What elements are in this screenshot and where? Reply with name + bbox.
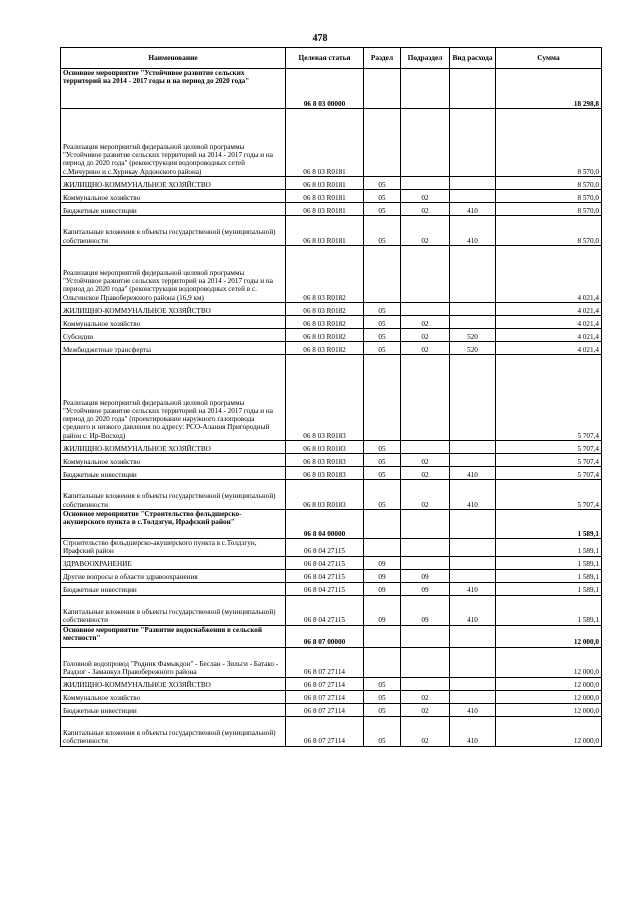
cell-amount: 4 021,4 — [496, 342, 602, 355]
cell-subsection: 09 — [401, 595, 450, 625]
cell-code: 06 8 03 R0182 — [286, 316, 364, 329]
cell-subsection: 02 — [401, 716, 450, 746]
cell-amount: 5 707,4 — [496, 355, 602, 441]
cell-section — [364, 355, 401, 441]
cell-subsection: 02 — [401, 342, 450, 355]
cell-code: 06 8 04 27115 — [286, 582, 364, 595]
cell-name: ЗДРАВООХРАНЕНИЕ — [61, 556, 286, 569]
cell-subsection — [401, 109, 450, 177]
header-subsection: Подраздел — [401, 48, 450, 69]
cell-amount: 1 589,1 — [496, 595, 602, 625]
cell-subsection — [401, 510, 450, 539]
header-name: Наименование — [61, 48, 286, 69]
cell-section: 05 — [364, 316, 401, 329]
cell-section: 05 — [364, 690, 401, 703]
cell-code: 06 8 03 R0181 — [286, 190, 364, 203]
cell-amount: 5 707,4 — [496, 467, 602, 480]
cell-amount: 1 589,1 — [496, 539, 602, 557]
table-row — [61, 216, 602, 246]
cell-name: Капитальные вложения в объекты государственной (муниципальной) собственности — [61, 480, 286, 510]
cell-code: 06 8 03 R0183 — [286, 441, 364, 454]
table-body — [61, 69, 602, 747]
cell-subsection: 02 — [401, 690, 450, 703]
cell-amount: 5 707,4 — [496, 480, 602, 510]
table-row — [61, 109, 602, 177]
cell-section: 05 — [364, 303, 401, 316]
cell-subsection — [401, 539, 450, 557]
cell-section: 05 — [364, 467, 401, 480]
table-row — [61, 454, 602, 467]
cell-code: 06 8 04 27115 — [286, 569, 364, 582]
cell-expense-type: 410 — [450, 703, 496, 716]
cell-name: Головной водопровод "Родник Фамыкдон" - Беслан - Зильги - Батако - Раздзог - Заманкул Правобережного района — [61, 647, 286, 677]
cell-amount: 4 021,4 — [496, 329, 602, 342]
cell-amount: 4 021,4 — [496, 246, 602, 303]
cell-subsection: 09 — [401, 582, 450, 595]
cell-expense-type — [450, 510, 496, 539]
cell-expense-type: 410 — [450, 480, 496, 510]
header-expense-type: Вид расхода — [450, 48, 496, 69]
cell-name: Реализация мероприятий федеральной целевой программы "Устойчивое развитие сельских территорий на 2014 - 2017 годы и на период до 2020 года" (реконструкция водопроводных сетей с.Мичурино и с.Хурикау Ардонского района) — [61, 109, 286, 177]
cell-amount: 18 298,8 — [496, 69, 602, 109]
cell-expense-type: 410 — [450, 467, 496, 480]
cell-amount: 1 589,1 — [496, 510, 602, 539]
cell-section: 05 — [364, 203, 401, 216]
cell-section: 05 — [364, 454, 401, 467]
cell-expense-type — [450, 246, 496, 303]
cell-amount: 8 570,0 — [496, 203, 602, 216]
cell-subsection: 02 — [401, 203, 450, 216]
cell-expense-type — [450, 647, 496, 677]
main-event-row — [61, 510, 602, 539]
cell-amount: 1 589,1 — [496, 569, 602, 582]
cell-code: 06 8 04 00000 — [286, 510, 364, 539]
cell-amount: 12 000,0 — [496, 647, 602, 677]
cell-section: 05 — [364, 480, 401, 510]
cell-section: 05 — [364, 190, 401, 203]
cell-code: 06 8 03 R0181 — [286, 109, 364, 177]
cell-name: Основное мероприятие "Устойчивое развитие сельских территорий на 2014 - 2017 годы и на период до 2020 года" — [61, 69, 286, 109]
cell-name: Капитальные вложения в объекты государственной (муниципальной) собственности — [61, 595, 286, 625]
cell-section: 05 — [364, 716, 401, 746]
cell-subsection: 02 — [401, 329, 450, 342]
cell-name: Строительство фельдшерско-акушерского пункта в с.Толдзгун, Ирафский район — [61, 539, 286, 557]
table-row — [61, 647, 602, 677]
cell-subsection — [401, 303, 450, 316]
budget-table — [60, 47, 602, 747]
table-row — [61, 703, 602, 716]
cell-expense-type: 410 — [450, 582, 496, 595]
cell-expense-type: 410 — [450, 216, 496, 246]
cell-expense-type — [450, 316, 496, 329]
cell-code: 06 8 03 R0183 — [286, 355, 364, 441]
cell-name: Бюджетные инвестиции — [61, 703, 286, 716]
cell-section — [364, 510, 401, 539]
cell-code: 06 8 03 R0182 — [286, 246, 364, 303]
cell-name: Основное мероприятие "Строительство фельдшерско-акушерского пункта в с.Толдзгун, Ирафский район" — [61, 510, 286, 539]
table-row — [61, 342, 602, 355]
cell-section: 05 — [364, 177, 401, 190]
cell-section: 05 — [364, 441, 401, 454]
cell-amount: 4 021,4 — [496, 303, 602, 316]
cell-expense-type — [450, 677, 496, 690]
cell-code: 06 8 07 27114 — [286, 703, 364, 716]
cell-amount: 5 707,4 — [496, 454, 602, 467]
cell-name: ЖИЛИЩНО-КОММУНАЛЬНОЕ ХОЗЯЙСТВО — [61, 177, 286, 190]
cell-expense-type — [450, 303, 496, 316]
cell-amount: 12 000,0 — [496, 716, 602, 746]
table-row — [61, 480, 602, 510]
cell-section — [364, 647, 401, 677]
cell-amount: 12 000,0 — [496, 703, 602, 716]
cell-name: Бюджетные инвестиции — [61, 203, 286, 216]
cell-section: 09 — [364, 569, 401, 582]
cell-expense-type — [450, 556, 496, 569]
cell-name: Коммунальное хозяйство — [61, 690, 286, 703]
cell-name: ЖИЛИЩНО-КОММУНАЛЬНОЕ ХОЗЯЙСТВО — [61, 441, 286, 454]
cell-subsection — [401, 355, 450, 441]
cell-amount: 12 000,0 — [496, 690, 602, 703]
cell-section: 09 — [364, 582, 401, 595]
cell-name: Капитальные вложения в объекты государственной (муниципальной) собственности — [61, 716, 286, 746]
cell-amount: 1 589,1 — [496, 582, 602, 595]
cell-name: Субсидии — [61, 329, 286, 342]
main-event-row — [61, 625, 602, 647]
cell-name: Другие вопросы в области здравоохранения — [61, 569, 286, 582]
cell-code: 06 8 07 27114 — [286, 647, 364, 677]
cell-name: Основное мероприятие "Развитие водоснабжения в сельской местности" — [61, 625, 286, 647]
cell-expense-type — [450, 190, 496, 203]
cell-code: 06 8 03 R0183 — [286, 454, 364, 467]
cell-expense-type: 410 — [450, 595, 496, 625]
cell-subsection — [401, 677, 450, 690]
cell-expense-type: 520 — [450, 342, 496, 355]
cell-section — [364, 246, 401, 303]
cell-subsection: 02 — [401, 454, 450, 467]
cell-expense-type — [450, 177, 496, 190]
cell-subsection: 02 — [401, 480, 450, 510]
table-row — [61, 316, 602, 329]
cell-subsection — [401, 177, 450, 190]
cell-amount: 8 570,0 — [496, 216, 602, 246]
cell-code: 06 8 04 27115 — [286, 539, 364, 557]
cell-expense-type: 410 — [450, 716, 496, 746]
cell-name: Коммунальное хозяйство — [61, 454, 286, 467]
table-row — [61, 569, 602, 582]
cell-expense-type — [450, 690, 496, 703]
cell-expense-type: 520 — [450, 329, 496, 342]
cell-subsection — [401, 625, 450, 647]
table-row — [61, 329, 602, 342]
cell-subsection — [401, 556, 450, 569]
cell-code: 06 8 03 R0182 — [286, 329, 364, 342]
cell-name: Реализация мероприятий федеральной целевой программы "Устойчивое развитие сельских территорий на 2014 - 2017 годы и на период до 2020 года" (проектирование наружного газопровода среднего и низкого давления по адресу: РСО-Алания Пригородный район с. Ир-Восход) — [61, 355, 286, 441]
page-number: 478 — [312, 33, 328, 44]
table-row — [61, 582, 602, 595]
table-row — [61, 595, 602, 625]
cell-name: ЖИЛИЩНО-КОММУНАЛЬНОЕ ХОЗЯЙСТВО — [61, 303, 286, 316]
table-row — [61, 539, 602, 557]
cell-amount: 8 570,0 — [496, 190, 602, 203]
cell-name: Капитальные вложения в объекты государственной (муниципальной) собственности — [61, 216, 286, 246]
cell-subsection: 02 — [401, 703, 450, 716]
cell-subsection: 02 — [401, 316, 450, 329]
cell-expense-type — [450, 441, 496, 454]
cell-section: 05 — [364, 342, 401, 355]
cell-name: Коммунальное хозяйство — [61, 316, 286, 329]
table-row — [61, 190, 602, 203]
cell-subsection — [401, 69, 450, 109]
cell-name: Коммунальное хозяйство — [61, 190, 286, 203]
cell-expense-type — [450, 569, 496, 582]
cell-code: 06 8 03 R0181 — [286, 216, 364, 246]
cell-section: 05 — [364, 703, 401, 716]
cell-amount: 5 707,4 — [496, 441, 602, 454]
cell-expense-type — [450, 625, 496, 647]
cell-name: Реализация мероприятий федеральной целевой программы "Устойчивое развитие сельских территорий на 2014 - 2017 годы и на период до 2020 года" (реконструкция водопроводных сетей в с. Ольгинское Правобережного района (16,9 км) — [61, 246, 286, 303]
cell-section: 05 — [364, 677, 401, 690]
cell-section: 05 — [364, 329, 401, 342]
cell-subsection — [401, 246, 450, 303]
cell-section — [364, 109, 401, 177]
table-header-row — [61, 48, 602, 69]
cell-name: Бюджетные инвестиции — [61, 582, 286, 595]
header-section: Раздел — [364, 48, 401, 69]
cell-code: 06 8 03 R0182 — [286, 342, 364, 355]
cell-section: 09 — [364, 595, 401, 625]
cell-expense-type — [450, 69, 496, 109]
cell-code: 06 8 07 27114 — [286, 677, 364, 690]
table-row — [61, 303, 602, 316]
table-row — [61, 246, 602, 303]
table-row — [61, 355, 602, 441]
cell-section — [364, 625, 401, 647]
cell-amount: 12 000,0 — [496, 677, 602, 690]
cell-name: ЖИЛИЩНО-КОММУНАЛЬНОЕ ХОЗЯЙСТВО — [61, 677, 286, 690]
cell-section: 09 — [364, 556, 401, 569]
table-row — [61, 467, 602, 480]
cell-subsection — [401, 647, 450, 677]
cell-amount: 4 021,4 — [496, 316, 602, 329]
cell-amount: 8 570,0 — [496, 109, 602, 177]
cell-amount: 12 000,0 — [496, 625, 602, 647]
cell-expense-type — [450, 355, 496, 441]
cell-code: 06 8 07 27114 — [286, 690, 364, 703]
table-row — [61, 716, 602, 746]
cell-code: 06 8 04 27115 — [286, 556, 364, 569]
cell-section — [364, 69, 401, 109]
cell-code: 06 8 04 27115 — [286, 595, 364, 625]
header-amount: Сумма — [496, 48, 602, 69]
cell-expense-type: 410 — [450, 203, 496, 216]
cell-expense-type — [450, 454, 496, 467]
cell-name: Бюджетные инвестиции — [61, 467, 286, 480]
cell-section: 05 — [364, 216, 401, 246]
table-row — [61, 690, 602, 703]
cell-expense-type — [450, 109, 496, 177]
cell-code: 06 8 07 00000 — [286, 625, 364, 647]
cell-code: 06 8 03 R0181 — [286, 177, 364, 190]
cell-code: 06 8 03 R0183 — [286, 467, 364, 480]
header-code: Целевая статья — [286, 48, 364, 69]
cell-subsection: 02 — [401, 190, 450, 203]
table-row — [61, 441, 602, 454]
cell-name: Межбюджетные трансферты — [61, 342, 286, 355]
cell-expense-type — [450, 539, 496, 557]
cell-amount: 1 589,1 — [496, 556, 602, 569]
cell-code: 06 8 03 R0183 — [286, 480, 364, 510]
cell-code: 06 8 03 R0181 — [286, 203, 364, 216]
table-row — [61, 556, 602, 569]
table-row — [61, 203, 602, 216]
cell-subsection: 09 — [401, 569, 450, 582]
cell-subsection: 02 — [401, 467, 450, 480]
cell-code: 06 8 03 R0182 — [286, 303, 364, 316]
cell-amount: 8 570,0 — [496, 177, 602, 190]
cell-section — [364, 539, 401, 557]
cell-code: 06 8 07 27114 — [286, 716, 364, 746]
table-row — [61, 177, 602, 190]
main-event-row — [61, 69, 602, 109]
cell-subsection: 02 — [401, 216, 450, 246]
cell-subsection — [401, 441, 450, 454]
cell-code: 06 8 03 00000 — [286, 69, 364, 109]
table-row — [61, 677, 602, 690]
